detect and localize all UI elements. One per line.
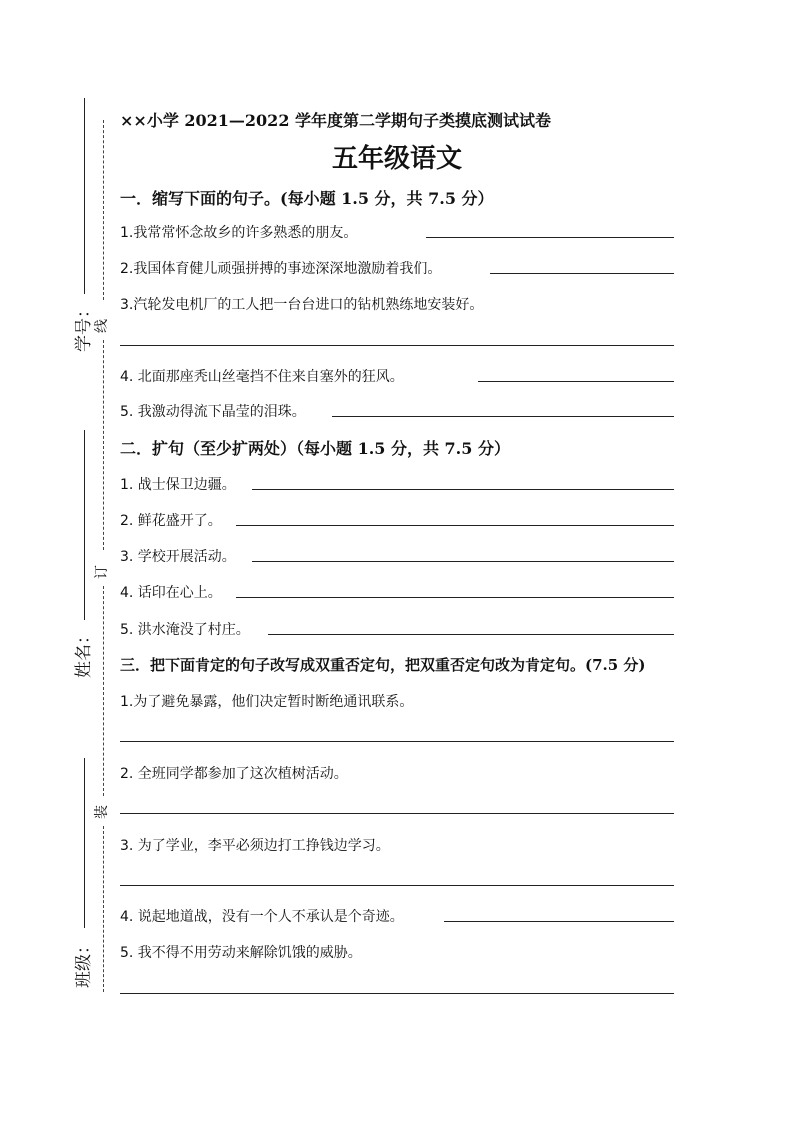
binding-mark-ding: 订 [94, 565, 110, 579]
s1-question-3: 3.汽轮发电机厂的工人把一台台进口的钻机熟练地安装好。 [120, 297, 484, 313]
binding-mark-zhuang: 装 [94, 805, 110, 819]
s1-answer-line-4[interactable] [478, 381, 674, 382]
binding-dashed-line [103, 586, 104, 796]
binding-dashed-line [103, 340, 104, 550]
s1-question-2: 2.我国体育健儿顽强拼搏的事迹深深地激励着我们。 [120, 261, 442, 277]
s3-answer-line-5[interactable] [120, 993, 674, 994]
s1-answer-line-2[interactable] [490, 273, 674, 274]
s3-question-3: 3. 为了学业，李平必须边打工挣钱边学习。 [120, 838, 390, 854]
student-name-label: 姓名： [74, 627, 94, 678]
s3-question-2: 2. 全班同学都参加了这次植树活动。 [120, 766, 348, 782]
s2-question-2: 2. 鲜花盛开了。 [120, 513, 222, 529]
binding-dashed-line [103, 826, 104, 992]
s1-answer-line-3[interactable] [120, 345, 674, 346]
s2-answer-line-5[interactable] [268, 634, 674, 635]
s3-answer-line-4[interactable] [444, 921, 674, 922]
s1-answer-line-5[interactable] [332, 416, 674, 417]
name-write-line[interactable] [84, 430, 85, 620]
s3-answer-line-3[interactable] [120, 885, 674, 886]
section2-heading: 二．扩句（至少扩两处）（每小题 1.5 分，共 7.5 分） [120, 439, 510, 458]
s1-answer-line-1[interactable] [426, 237, 674, 238]
s2-answer-line-3[interactable] [252, 561, 674, 562]
s3-question-4: 4. 说起地道战，没有一个人不承认是个奇迹。 [120, 909, 404, 925]
s2-question-3: 3. 学校开展活动。 [120, 549, 236, 565]
exam-title: 五年级语文 [331, 144, 462, 174]
binding-mark-xian: 线 [94, 319, 110, 333]
s3-question-5: 5. 我不得不用劳动来解除饥饿的威胁。 [120, 945, 362, 961]
class-write-line[interactable] [84, 758, 85, 928]
section1-heading: 一．缩写下面的句子。(每小题 1.5 分，共 7.5 分） [120, 189, 494, 208]
s2-answer-line-4[interactable] [236, 597, 674, 598]
s2-answer-line-1[interactable] [252, 489, 674, 490]
s2-answer-line-2[interactable] [236, 525, 674, 526]
s3-question-1: 1.为了避免暴露，他们决定暂时断绝通讯联系。 [120, 694, 414, 710]
id-write-line[interactable] [84, 98, 85, 294]
s3-answer-line-2[interactable] [120, 813, 674, 814]
s1-question-4: 4. 北面那座秃山丝毫挡不住来自塞外的狂风。 [120, 369, 404, 385]
s2-question-1: 1. 战士保卫边疆。 [120, 477, 236, 493]
s1-question-1: 1.我常常怀念故乡的许多熟悉的朋友。 [120, 225, 358, 241]
class-label: 班级： [74, 937, 94, 988]
s3-answer-line-1[interactable] [120, 741, 674, 742]
exam-subtitle: ××小学 2021—2022 学年度第二学期句子类摸底测试试卷 [120, 111, 552, 130]
s2-question-4: 4. 话印在心上。 [120, 585, 222, 601]
section3-heading: 三．把下面肯定的句子改写成双重否定句，把双重否定句改为肯定句。(7.5 分) [120, 656, 646, 674]
s2-question-5: 5. 洪水淹没了村庄。 [120, 622, 250, 638]
student-id-label: 学号： [74, 301, 94, 352]
s1-question-5: 5. 我激动得流下晶莹的泪珠。 [120, 404, 306, 420]
